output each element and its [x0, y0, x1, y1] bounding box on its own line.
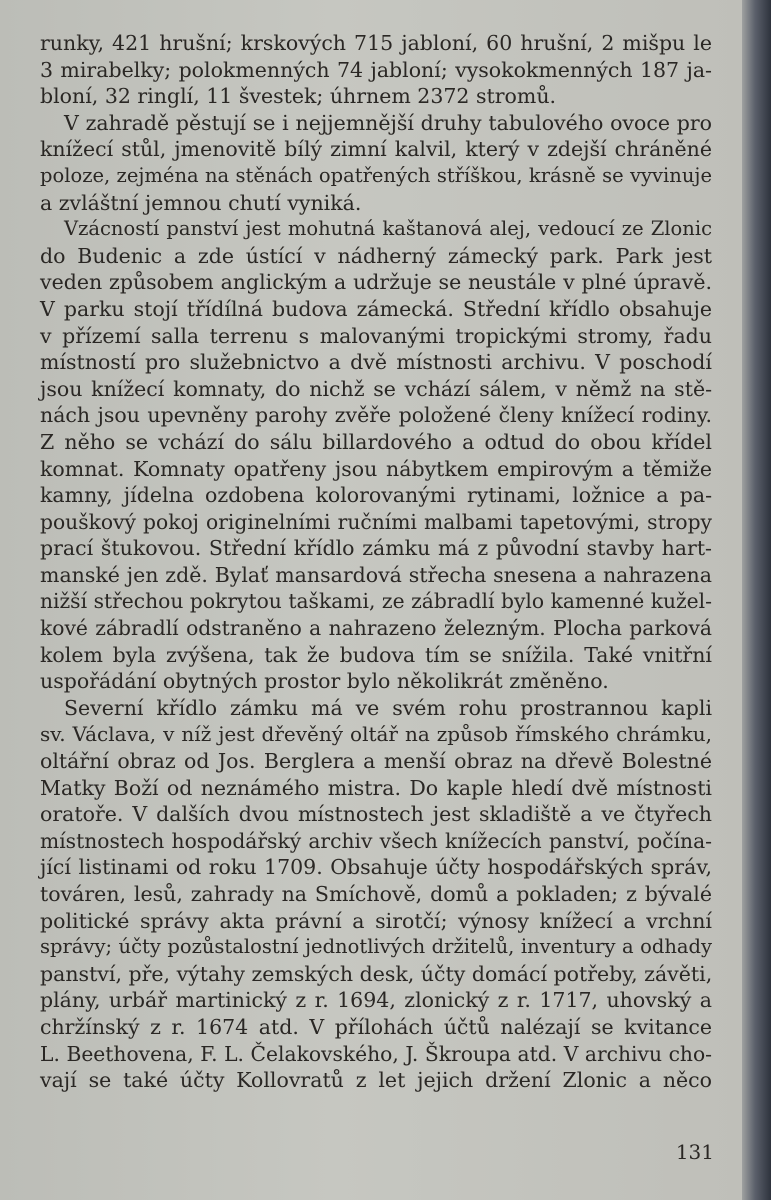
page-number: 131 [675, 1140, 714, 1164]
text-line: L. Beethovena, F. L. Čelakovského, J. Škroupa atd. V archivu cho- [40, 1041, 712, 1066]
text-line: politické správy akta právní a sirotčí; výnosy knížecí a vrchní [40, 908, 712, 933]
text-line: manské jen zdě. Bylať mansardová střecha snesena a nahrazena [40, 562, 712, 587]
text-line: chržínský z r. 1674 atd. V přílohách účtů nalézají se kvitance [40, 1014, 712, 1039]
text-line: nách jsou upevněny parohy zvěře položené členy knížecí rodiny. [40, 403, 712, 428]
body-text [40, 30, 712, 1094]
text-line: panství, pře, výtahy zemských desk, účty domácí potřeby, závěti, [40, 961, 713, 986]
text-line: Z něho se vchází do sálu billardového a odtud do obou křídel [40, 429, 712, 454]
text-line: V parku stojí třídílná budova zámecká. Střední křídlo obsahuje [40, 296, 712, 321]
text-line: a zvláštní jemnou chutí vyniká. [40, 190, 362, 215]
text-line: pouškový pokoj originelními ručními malbami tapetovými, stropy [40, 509, 712, 534]
text-line: knížecí stůl, jmenovitě bílý zimní kalvil, který v zdejší chráněné [40, 137, 712, 162]
text-line: plány, urbář martinický z r. 1694, zlonický z r. 1717, uhovský a [40, 988, 712, 1013]
text-line: runky, 421 hrušní; krskových 715 jabloní, 60 hrušní, 2 mišpu le [40, 31, 712, 55]
text-line: vají se také účty Kollovratů z let jejich držení Zlonic a něco [40, 1068, 712, 1093]
text-line: továren, lesů, zahrady na Smíchově, domů a pokladen; z bývalé [40, 882, 712, 906]
text-line: v přízemí salla terrenu s malovanými tropickými stromy, řadu [40, 323, 712, 348]
text-line: jsou knížecí komnaty, do nichž se vchází sálem, v němž na stě- [40, 376, 712, 401]
text-line: Matky Boží od neznámého mistra. Do kaple hledí dvě místnosti [40, 775, 712, 800]
text-line: místnostech hospodářský archiv všech knížecích panství, počína- [40, 828, 712, 853]
text-line: oratoře. V dalších dvou místnostech jest skladiště a ve čtyřech [40, 802, 712, 827]
text-line: kamny, jídelna ozdobena kolorovanými rytinami, ložnice a pa- [40, 483, 712, 508]
text-line: veden způsobem anglickým a udržuje se neustále v plné úpravě. [40, 270, 712, 295]
text-line: jící listinami od roku 1709. Obsahuje účty hospodářských správ, [40, 855, 712, 880]
text-line: prací štukovou. Střední křídlo zámku má z původní stavby hart- [40, 536, 712, 561]
text-line: správy; účty pozůstalostní jednotlivých držitelů, inventury a odhady [40, 935, 712, 959]
text-line: 3 mirabelky; polokmenných 74 jabloní; vysokokmenných 187 ja- [40, 57, 712, 82]
text-line: Severní křídlo zámku má ve svém rohu prostrannou kapli [64, 695, 712, 720]
text-line: poloze, zejména na stěnách opatřených stříškou, krásně se vyvinuje [40, 163, 712, 187]
text-line: sv. Václava, v níž jest dřevěný oltář na způsob římského chrámku, [40, 722, 712, 747]
text-line: uspořádání obytných prostor bylo několikrát změněno. [40, 669, 609, 694]
text-line: kové zábradlí odstraněno a nahrazeno železným. Plocha parková [40, 616, 712, 641]
text-line: komnat. Komnaty opatřeny jsou nábytkem empirovým a těmiže [40, 456, 712, 481]
text-line: nižší střechou pokrytou taškami, ze zábradlí bylo kamenné kužel- [40, 589, 712, 614]
text-line: V zahradě pěstují se i nejjemnější druhy tabulového ovoce pro [64, 110, 712, 135]
text-line: kolem byla zvýšena, tak že budova tím se snížila. Také vnitřní [40, 642, 712, 667]
text-line: do Budenic a zde ústící v nádherný zámecký park. Park jest [40, 243, 712, 268]
book-spine-shadow [742, 0, 771, 1200]
text-line: Vzácností panství jest mohutná kaštanová alej, vedoucí ze Zlonic [64, 217, 712, 241]
text-line: oltářní obraz od Jos. Berglera a menší obraz na dřevě Bolestné [40, 749, 712, 774]
text-line: bloní, 32 ringlí, 11 švestek; úhrnem 2372 stromů. [40, 84, 557, 109]
text-line: místností pro služebnictvo a dvě místnosti archivu. V poschodí [40, 350, 712, 375]
